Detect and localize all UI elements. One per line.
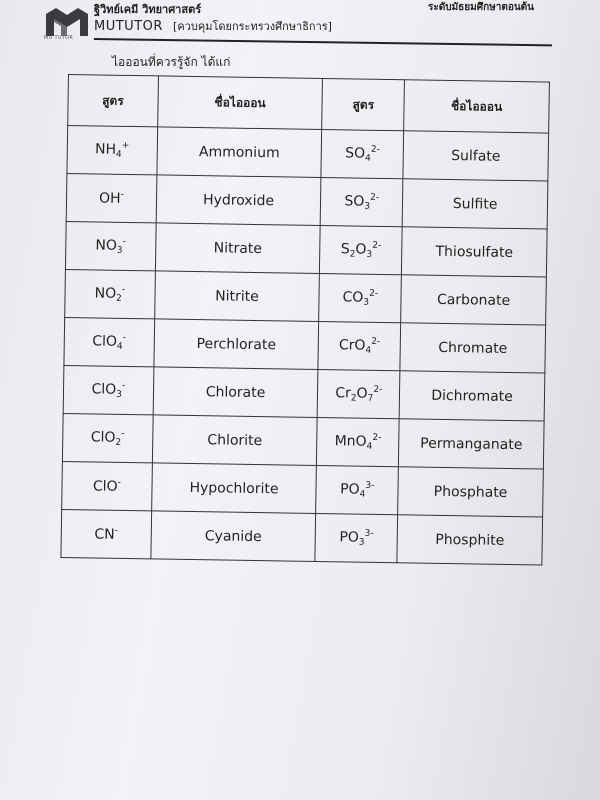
ion-formula [317,369,400,418]
formula-sup: 2- [372,432,382,443]
ion-name: Carbonate [401,275,547,325]
formula-base: ClO [91,381,117,398]
formula-sup: - [121,284,126,295]
ion-formula [315,513,398,562]
ion-formula [318,321,401,370]
formula-sup: 3- [365,480,375,491]
ion-name: Chromate [400,323,546,373]
formula-base: MnO [334,433,367,450]
formula-sup: - [121,428,125,439]
formula-base: NO [95,237,118,254]
ion-name: Sulfite [402,179,548,229]
ion-formula [65,221,155,270]
ion-formula [320,177,403,226]
ion-name: Dichromate [399,371,545,421]
ion-name: Nitrate [155,223,320,274]
ion-name: Chlorite [152,415,317,466]
formula-base: CO [342,289,364,306]
ion-formula [319,273,402,322]
ion-name: Phosphate [398,467,544,517]
formula-base: SO [345,145,366,162]
brand-subtitle: [ควบคุมโดยกระทรวงศึกษาธิการ] [173,20,332,33]
ion-name: Nitrite [154,271,319,322]
formula-sub: 4 [115,149,122,160]
formula-sub: 2 [349,249,356,260]
formula-sup: 2- [369,288,379,299]
level-label: ระดับมัธยมศึกษาตอนต้น [428,2,535,13]
header-formula-1: สูตร [68,75,159,127]
formula-sub: 3 [358,537,365,548]
formula-base2: O [355,241,367,258]
ion-table [60,74,550,566]
formula-sup: 3- [364,528,374,539]
formula-sup: - [122,332,127,343]
formula-base: ClO [92,333,118,350]
formula-sub: 3 [363,297,370,308]
formula-sub2: 3 [366,249,373,260]
logo-caption: MU TUTOR [44,35,74,41]
header-divider [94,38,552,46]
header-ion-name-1: ชื่อไอออน [157,76,322,130]
formula-sup: - [117,477,121,488]
formula-sub: 3 [116,389,122,400]
table-header-row [68,75,550,134]
ion-table-body [61,126,549,566]
table-row [65,221,547,277]
formula-sub: 4 [366,441,373,452]
ion-name: Permanganate [399,419,545,469]
formula-base: OH [98,190,121,207]
formula-sup: - [114,525,119,536]
table-row [61,509,543,565]
ion-name: Sulfate [403,131,549,181]
formula-sup: 2- [371,336,381,347]
formula-base2: O [356,385,368,402]
ion-name: Cyanide [151,511,316,562]
ion-formula [321,129,404,178]
ion-name: Phosphite [397,515,543,565]
formula-base: ClO [92,478,118,495]
table-row [62,461,544,517]
subject-label: ฐิวิทย์เคมี วิทยาศาสตร์ [94,3,202,16]
ion-formula [63,365,153,414]
brand-name: MUTUTOR [94,19,163,34]
formula-sup: 2- [372,240,382,251]
section-intro: ไอออนที่ควรรู้จัก ได้แก่ [112,55,231,69]
ion-name: Perchlorate [154,319,319,370]
ion-formula [317,417,400,466]
formula-sub: 4 [365,345,372,356]
formula-base: S [340,241,350,258]
ion-table-wrapper [60,74,550,566]
table-row [66,173,548,229]
formula-base: NO [94,285,117,302]
ion-formula [62,413,152,462]
table-row [64,317,546,373]
formula-sup: 2- [373,384,383,395]
table-row [62,413,544,469]
formula-sub: 4 [359,489,366,500]
formula-sup: 2- [370,192,380,203]
ion-formula [65,269,155,318]
formula-sub2: 7 [367,393,374,404]
formula-sup: - [121,380,126,391]
formula-sup: 2- [370,144,380,155]
table-row [63,365,545,421]
formula-sub: 2 [115,437,122,448]
formula-base: ClO [90,429,116,446]
ion-formula [316,465,399,514]
header-formula-2: สูตร [322,79,405,131]
formula-sup: + [121,140,130,151]
formula-sup: - [120,189,124,200]
ion-name: Chlorate [153,367,318,418]
table-row [67,126,549,182]
formula-sup: - [122,236,127,247]
formula-base: PO [340,481,360,498]
ion-formula [62,461,152,510]
formula-sub: 3 [116,245,123,256]
ion-formula [64,317,154,366]
ion-name: Hypochlorite [151,463,316,514]
formula-sub: 4 [116,341,123,352]
formula-base: NH [94,141,117,158]
formula-base: SO [344,193,365,210]
table-row [65,269,547,325]
formula-base: CrO [338,337,366,354]
header-ion-name-2: ชื่อไอออน [404,80,550,133]
ion-formula [320,225,403,274]
formula-sub: 4 [364,153,371,164]
formula-base: PO [339,529,360,546]
ion-formula [61,509,151,558]
ion-name: Hydroxide [156,175,321,226]
formula-sub: 2 [350,393,357,404]
formula-base: CN [94,526,115,543]
brand-line [94,17,332,35]
ion-name: Ammonium [157,127,322,178]
ion-formula [67,126,157,175]
ion-name: Thiosulfate [402,227,548,277]
formula-sub: 2 [116,293,122,304]
formula-base: Cr [335,385,351,402]
formula-sub: 3 [364,201,371,212]
ion-formula [66,173,156,222]
